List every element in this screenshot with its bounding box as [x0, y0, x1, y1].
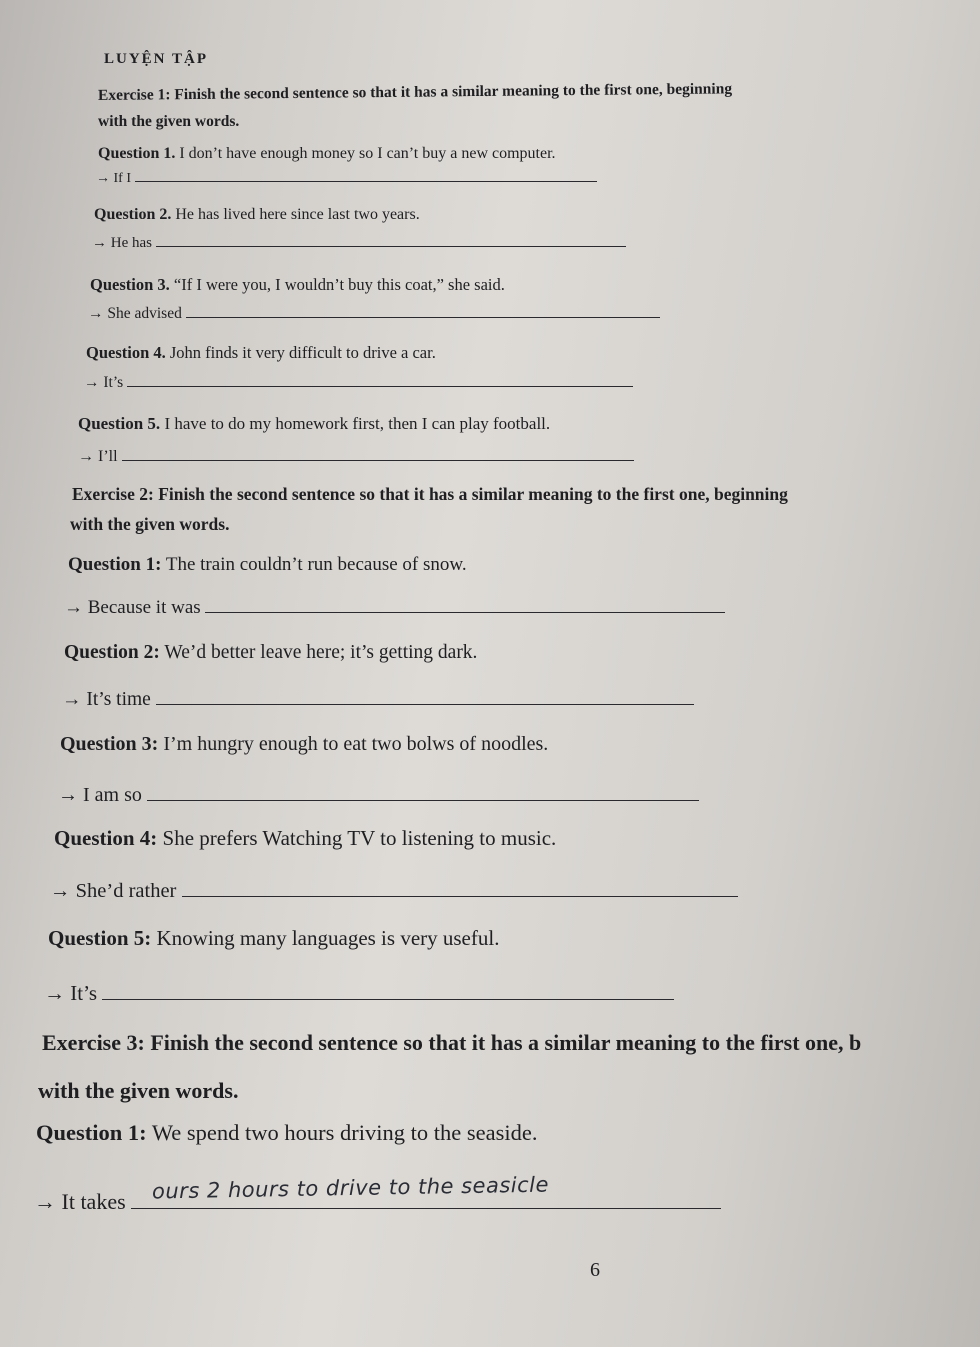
ex2-question-1	[68, 555, 467, 574]
ex1-q2-text: He has lived here since last two years.	[175, 206, 420, 223]
ex3-handwritten-answer: ours 2 hours to drive to the seasicle	[151, 1172, 550, 1204]
ex1-q4-text: John finds it very difficult to drive a car.	[169, 343, 436, 362]
page-number: 6	[590, 1259, 600, 1281]
ex2-a3-prompt: → I am so	[58, 784, 142, 806]
exercise2-title: Exercise 2:	[72, 484, 154, 504]
exercise3-title: Exercise 3:	[42, 1030, 145, 1055]
ex2-a5-prompt: → It’s	[44, 981, 98, 1005]
ex2-q3-label: Question 3:	[60, 733, 159, 755]
ex1-answer-blank-3[interactable]	[186, 316, 660, 318]
ex2-answer-3	[58, 785, 699, 805]
exercise3-instruction-line1: Finish the second sentence so that it has a similar meaning to the first one, b	[150, 1030, 862, 1055]
ex1-answer-3	[88, 306, 660, 322]
ex2-answer-blank-1[interactable]	[205, 611, 725, 613]
exercise1-instruction	[98, 81, 732, 103]
ex2-a4-prompt: → She’d rather	[50, 880, 177, 902]
ex2-answer-blank-3[interactable]	[147, 799, 699, 801]
ex2-q2-text: We’d better leave here; it’s getting dark.	[164, 642, 478, 663]
ex1-answer-blank-4[interactable]	[127, 385, 633, 387]
ex1-a4-prompt: → It’s	[84, 374, 124, 391]
ex2-question-3	[60, 734, 548, 754]
ex3-answer-blank-1[interactable]	[131, 1207, 721, 1209]
ex1-answer-blank-1[interactable]	[135, 180, 597, 182]
exercise3-instruction	[42, 1032, 861, 1054]
ex2-question-4	[54, 828, 556, 849]
ex2-a2-prompt: → It’s time	[62, 689, 151, 710]
ex1-a3-prompt: → She advised	[88, 305, 182, 322]
ex2-question-5	[48, 928, 499, 949]
exercise1-instruction-line1: Finish the second sentence so that it has a similar meaning to the first one, beginning	[174, 80, 733, 104]
ex1-answer-2	[92, 236, 626, 251]
ex2-q5-text: Knowing many languages is very useful.	[156, 926, 500, 950]
ex1-q5-label: Question 5.	[78, 414, 161, 433]
ex1-q4-label: Question 4.	[86, 343, 166, 362]
ex2-q4-text: She prefers Watching TV to listening to music.	[162, 826, 557, 850]
exercise1-title: Exercise 1:	[97, 86, 171, 104]
ex1-question-1	[98, 146, 556, 162]
ex2-q2-label: Question 2:	[64, 642, 160, 663]
ex2-a1-prompt: → Because it was	[64, 597, 201, 618]
ex1-answer-5	[78, 449, 634, 465]
ex1-answer-blank-5[interactable]	[122, 459, 634, 461]
ex1-answer-blank-2[interactable]	[156, 245, 626, 247]
exercise2-instruction	[72, 486, 788, 504]
ex2-answer-blank-4[interactable]	[182, 895, 738, 897]
ex2-answer-2	[62, 690, 694, 710]
ex1-answer-4	[84, 375, 633, 391]
ex2-answer-blank-5[interactable]	[102, 998, 674, 1000]
ex2-question-2	[64, 643, 477, 663]
ex1-q1-label: Question 1.	[98, 145, 176, 162]
ex2-answer-5	[44, 983, 674, 1004]
ex2-q1-text: The train couldn’t run because of snow.	[165, 554, 467, 575]
ex3-q1-label: Question 1:	[36, 1120, 147, 1145]
ex2-answer-blank-2[interactable]	[156, 703, 694, 705]
ex2-answer-1	[64, 598, 725, 617]
ex1-answer-1	[96, 172, 597, 186]
ex2-q3-text: I’m hungry enough to eat two bolws of noodles.	[163, 733, 549, 755]
ex1-a5-prompt: → I’ll	[78, 448, 118, 465]
exercise3-instruction-line2: with the given words.	[38, 1078, 239, 1103]
ex3-question-1	[36, 1122, 537, 1145]
ex2-q4-label: Question 4:	[54, 826, 158, 850]
ex1-q1-text: I don’t have enough money so I can’t buy a new computer.	[179, 145, 556, 162]
ex3-q1-text: We spend two hours driving to the seaside.	[151, 1120, 538, 1145]
ex2-answer-4	[50, 881, 738, 902]
ex1-question-4	[86, 345, 436, 362]
ex1-question-5	[78, 415, 550, 432]
ex1-q5-text: I have to do my homework first, then I can play football.	[164, 414, 551, 433]
ex1-q3-label: Question 3.	[90, 275, 170, 294]
ex3-a1-prompt: → It takes	[34, 1189, 126, 1214]
ex1-question-2	[94, 207, 420, 223]
ex1-q3-text: “If I were you, I wouldn’t buy this coat,” she said.	[173, 275, 505, 294]
exercise2-instruction-line1: Finish the second sentence so that it has a similar meaning to the first one, beginning	[158, 484, 788, 504]
ex1-question-3	[90, 277, 505, 294]
ex1-q2-label: Question 2.	[94, 206, 172, 223]
ex2-q1-label: Question 1:	[68, 554, 162, 575]
ex1-a2-prompt: → He has	[92, 235, 152, 251]
ex1-a1-prompt: → If I	[96, 171, 131, 186]
exercise1-instruction-line2: with the given words.	[98, 113, 240, 130]
ex2-q5-label: Question 5:	[48, 926, 152, 950]
page-heading: LUYỆN TẬP	[104, 51, 208, 67]
exercise2-instruction-line2: with the given words.	[70, 514, 230, 534]
